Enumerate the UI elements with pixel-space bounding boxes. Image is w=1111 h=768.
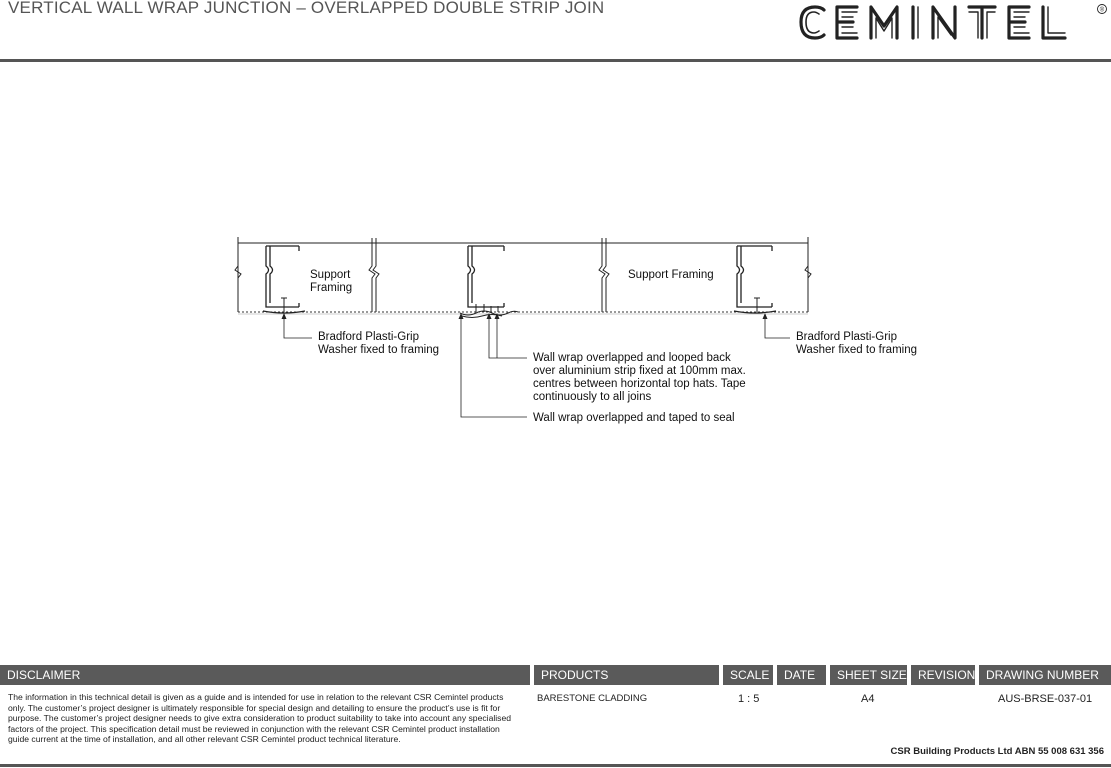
page-title: VERTICAL WALL WRAP JUNCTION – OVERLAPPED DOUBLE STRIP JOIN <box>8 0 605 17</box>
header-products: PRODUCTS <box>534 665 719 685</box>
company-abn: CSR Building Products Ltd ABN 55 008 631 356 <box>890 746 1104 757</box>
header-disclaimer: DISCLAIMER <box>0 665 530 685</box>
header-scale: SCALE <box>723 665 773 685</box>
products-value: BARESTONE CLADDING <box>537 693 648 704</box>
top-hat-right <box>734 246 776 313</box>
label-wrap-taped: Wall wrap overlapped and taped to seal <box>533 412 735 424</box>
top-hat-middle <box>468 246 504 307</box>
label-wrap-looped: Wall wrap overlapped and looped back over aluminium strip fixed at 100mm max. centres between horizontal top hats. Tape continuously to all joins <box>533 352 746 403</box>
footer-divider <box>0 764 1111 767</box>
label-washer-left: Bradford Plasti-Grip Washer fixed to framing <box>318 331 440 356</box>
drawing-number-value: AUS-BRSE-037-01 <box>998 693 1093 705</box>
disclaimer-text: The information in this technical detail is given as a guide and is intended for use in relation to the relevant CSR Cemintel products only. The customer’s project designer is ultimately responsible for special design and detailing to ensure the product’s use is fit for purpose. The customer’s project designer needs to give extra consideration to product suitability to take into account any specialised factors of the project. This specification detail must be reviewed in conjunction with the relevant CSR Cemintel product installation guide current at the time of installation, and all other relevant CSR Cemintel product technical literature. <box>8 692 512 745</box>
header-sheet-size: SHEET SIZE <box>830 665 907 685</box>
scale-value: 1 : 5 <box>738 693 760 705</box>
registered-mark: ® <box>1099 7 1105 14</box>
header-date: DATE <box>777 665 826 685</box>
header-drawing-number: DRAWING NUMBER <box>979 665 1111 685</box>
sheet-size-value: A4 <box>861 693 875 705</box>
label-support-framing-left: Support Framing <box>310 269 353 294</box>
label-support-framing-right: Support Framing <box>628 269 714 281</box>
label-washer-right: Bradford Plasti-Grip Washer fixed to framing <box>796 331 918 356</box>
header-revision: REVISION <box>911 665 975 685</box>
